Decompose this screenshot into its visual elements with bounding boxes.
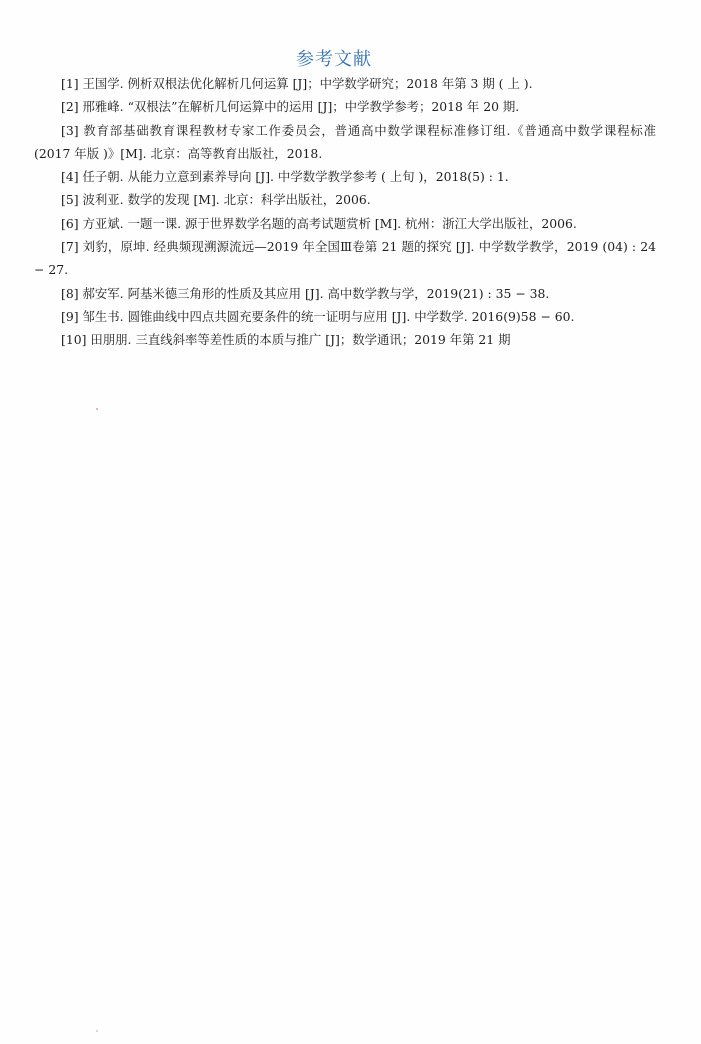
reference-number: [6] [61,215,79,231]
reference-text: 郝安军. 阿基米德三角形的性质及其应用 [J]. 高中数学教与学，2019(21) : 35 − 38. [82,285,550,301]
reference-text: 刘豹，原坤. 经典频现溯源流远—2019 年全国Ⅲ卷第 21 题的探究 [J]. 中学数学教学，2019 (04) : 24 − 27. [34,239,656,278]
reference-number: [1] [61,76,79,91]
reference-text: 田朋朋. 三直线斜率等差性质的本质与推广 [J]；数学通讯；2019 年第 21 期 [90,332,511,348]
page-title: 参考文献 [296,49,372,71]
reference-item [34,72,656,95]
reference-text: 邢雅峰. “双根法”在解析几何运算中的运用 [J]；中学教学参考；2018 年 20 期. [82,99,520,115]
reference-list [34,72,656,352]
reference-text: 王国学. 例析双根法优化解析几何运算 [J]；中学数学研究；2018 年第 3 期 ( 上 ). [82,76,533,91]
reference-item [34,305,656,328]
reference-item [34,235,656,282]
reference-number: [10] [61,332,87,348]
scan-speck [96,408,98,410]
reference-number: [5] [61,192,79,208]
reference-number: [8] [61,285,79,301]
reference-item [34,95,656,118]
reference-text: 教育部基础教育课程教材专家工作委员会，普通高中数学课程标准修订组.《普通高中数学课程标准 (2017 年版 )》[M]. 北京：高等教育出版社，2018. [34,122,656,161]
reference-number: [9] [61,308,79,324]
reference-item [34,165,656,188]
reference-text: 波利亚. 数学的发现 [M]. 北京：科学出版社，2006. [82,192,371,208]
reference-number: [3] [61,122,79,138]
reference-text: 任子朝. 从能力立意到素养导向 [J]. 中学数学教学参考 ( 上旬 )，2018(5) : 1. [82,169,509,185]
reference-item [34,119,656,166]
reference-text: 邹生书. 圆锥曲线中四点共圆充要条件的统一证明与应用 [J]. 中学数学. 2016(9)58 − 60. [82,308,575,324]
reference-number: [4] [61,169,79,185]
reference-number: [7] [61,239,79,255]
reference-item [34,282,656,305]
reference-item [34,328,656,351]
reference-number: [2] [61,99,79,115]
reference-item [34,212,656,235]
reference-text: 方亚斌. 一题一课. 源于世界数学名题的高考试题赏析 [M]. 杭州：浙江大学出版社，2006. [82,215,577,231]
scan-speck [96,1030,98,1032]
reference-item [34,188,656,211]
